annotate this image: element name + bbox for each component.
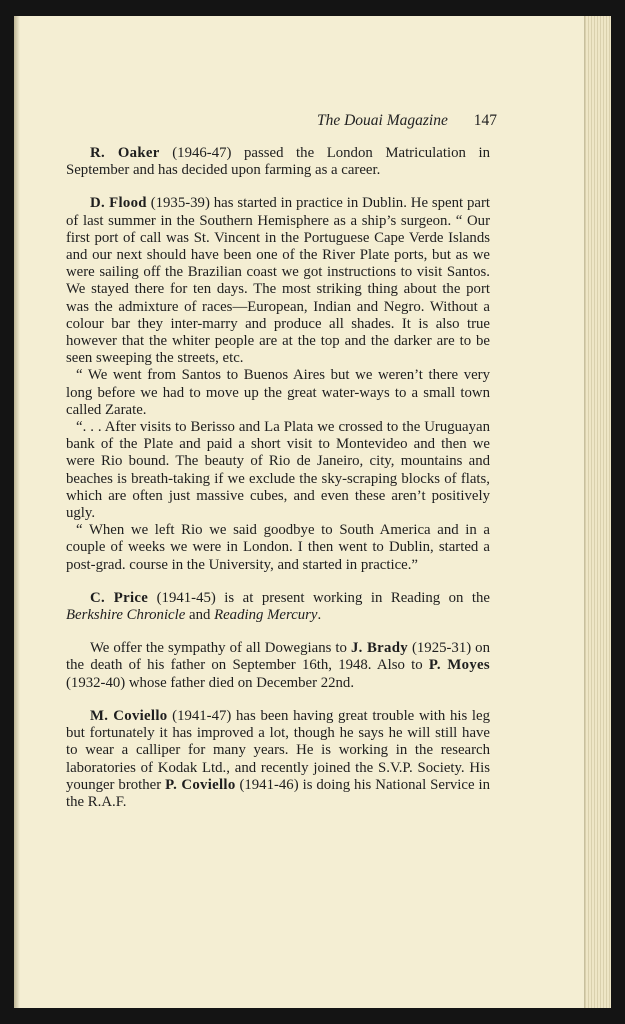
person-name: C. Price [90,589,149,606]
paragraph-text: (1925-31) on the death of his father on September 16th, 1948. Also to [66,640,490,674]
person-name: P. Coviello [165,776,236,793]
paragraph-flood-rio: “. . . After visits to Berisso and La Plata we crossed to the Uruguayan bank of the Plate and paid a short visit to Montevideo and then we were Rio bound. The beauty of Rio de Janeiro, city, mountains and beaches is breath-taking if we exclude the sky-scraping blocks of flats, which are often just massive cubes, and even these aren’t positively ugly. [66,419,490,522]
person-name: M. Coviello [90,707,168,724]
publication-name: Berkshire Chronicle [66,607,186,624]
paragraph-text: (1941-47) has been having great trouble with his leg but fortunately it has improved a lot, though he says he will still have to wear a calliper for many years. He is working in the research laboratories of Kodak Ltd., and recently joined the S.V.P. Society. His younger brother [66,707,490,793]
person-name: R. Oaker [90,145,160,161]
paragraph-sympathy [66,640,490,692]
article-body [66,145,490,811]
paragraph-coviello [66,708,490,811]
person-name: P. Moyes [428,657,490,674]
publication-name: Reading Mercury [214,607,318,624]
paragraph-text: . [317,607,322,624]
paragraph-price [66,590,490,624]
paragraph-text: (1941-46) is doing his National Service in the R.A.F. [66,776,490,810]
page-gutter-shadow [14,16,20,1008]
person-name: D. Flood [90,195,147,212]
paragraph-text: (1932-40) whose father died on December 22nd. [66,674,355,691]
person-name: J. Brady [350,640,408,657]
paragraph-text: We offer the sympathy of all Dowegians to [90,640,351,657]
running-header [317,112,497,130]
page-number: 147 [473,112,497,129]
paragraph-text: and [185,607,215,624]
magazine-title: The Douai Magazine [316,112,448,129]
page-stack-edge [584,16,611,1008]
paragraph-text: (1941-45) is at present working in Reading on the [148,589,490,606]
paragraph-text: (1946-47) passed the London Matriculation in September and has decided upon farming as a career. [66,145,490,179]
paragraph-oaker [66,145,490,179]
book-page [14,16,611,1008]
paragraph-text: (1935-39) has started in practice in Dublin. He spent part of last summer in the Southern Hemisphere as a ship’s surgeon. “ Our first port of call was St. Vincent in the Portuguese Cape Verde Islands and our next should have been one of the River Plate ports, but as we were sailing off the Brazilian coast we got instructions to visit Santos. We stayed there for ten days. The most striking thing about the port was the admixture of races—European, Indian and Negro. Without a colour bar they inter-marry and produce all shades. It is also true however that the whiter people are at the top and the darker are to be seen sweeping the streets, etc. [66,195,490,367]
paragraph-flood-santos: “ We went from Santos to Buenos Aires but we weren’t there very long before we had to move up the great water-ways to a small town called Zarate. [66,367,490,418]
paragraph-flood [66,195,490,367]
paragraph-flood-return: “ When we left Rio we said goodbye to South America and in a couple of weeks we were in London. I then went to Dublin, started a post-grad. course in the University, and started in practice.” [66,522,490,573]
